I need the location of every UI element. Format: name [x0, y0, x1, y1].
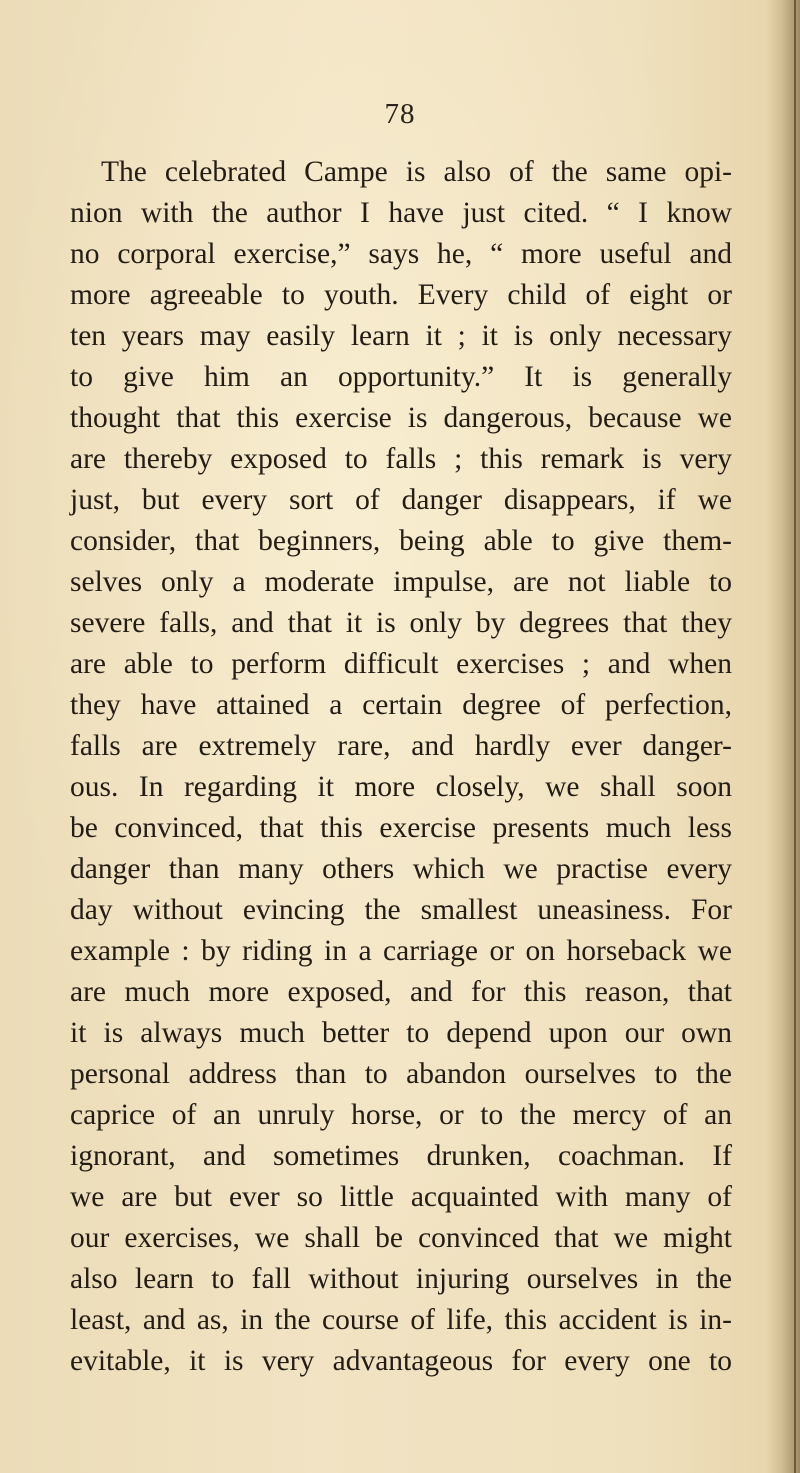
text-line: day without evincing the smallest uneasiness. For [70, 894, 732, 926]
text-line: severe falls, and that it is only by degrees that they [70, 607, 732, 639]
text-line: are able to perform difficult exercises ; and when [70, 648, 732, 680]
text-line: ignorant, and sometimes drunken, coachman. If [70, 1140, 732, 1172]
page-number: 78 [384, 98, 416, 130]
text-line: just, but every sort of danger disappears, if we [70, 484, 732, 516]
text-line: falls are extremely rare, and hardly ever danger- [70, 730, 732, 762]
text-line: be convinced, that this exercise presents much less [70, 812, 732, 844]
text-line: selves only a moderate impulse, are not liable to [70, 566, 732, 598]
page-edge-line [794, 0, 796, 1473]
text-line: danger than many others which we practise every [70, 853, 732, 885]
text-line: least, and as, in the course of life, this accident is in- [70, 1304, 732, 1336]
text-line: they have attained a certain degree of perfection, [70, 689, 732, 721]
text-line: nion with the author I have just cited. “ I know [70, 197, 732, 229]
text-line: more agreeable to youth. Every child of eight or [70, 279, 732, 311]
body-text [70, 152, 732, 1382]
text-line: ous. In regarding it more closely, we shall soon [70, 771, 732, 803]
text-line: The celebrated Campe is also of the same opi- [101, 156, 732, 188]
text-line: thought that this exercise is dangerous, because we [70, 402, 732, 434]
text-line: we are but ever so little acquainted with many of [70, 1181, 732, 1213]
text-line: caprice of an unruly horse, or to the mercy of an [70, 1099, 732, 1131]
text-line: our exercises, we shall be convinced that we might [70, 1222, 732, 1254]
text-line: ten years may easily learn it ; it is only necessary [70, 320, 732, 352]
text-line: example : by riding in a carriage or on horseback we [70, 935, 732, 967]
text-line: no corporal exercise,” says he, “ more useful and [70, 238, 732, 270]
text-line: it is always much better to depend upon our own [70, 1017, 732, 1049]
text-line: are much more exposed, and for this reason, that [70, 976, 732, 1008]
text-line: consider, that beginners, being able to give them- [70, 525, 732, 557]
text-line: evitable, it is very advantageous for every one to [70, 1345, 732, 1377]
text-line: also learn to fall without injuring ourselves in the [70, 1263, 732, 1295]
text-line: are thereby exposed to falls ; this remark is very [70, 443, 732, 475]
text-line: personal address than to abandon ourselves to the [70, 1058, 732, 1090]
text-line: to give him an opportunity.” It is generally [70, 361, 732, 393]
